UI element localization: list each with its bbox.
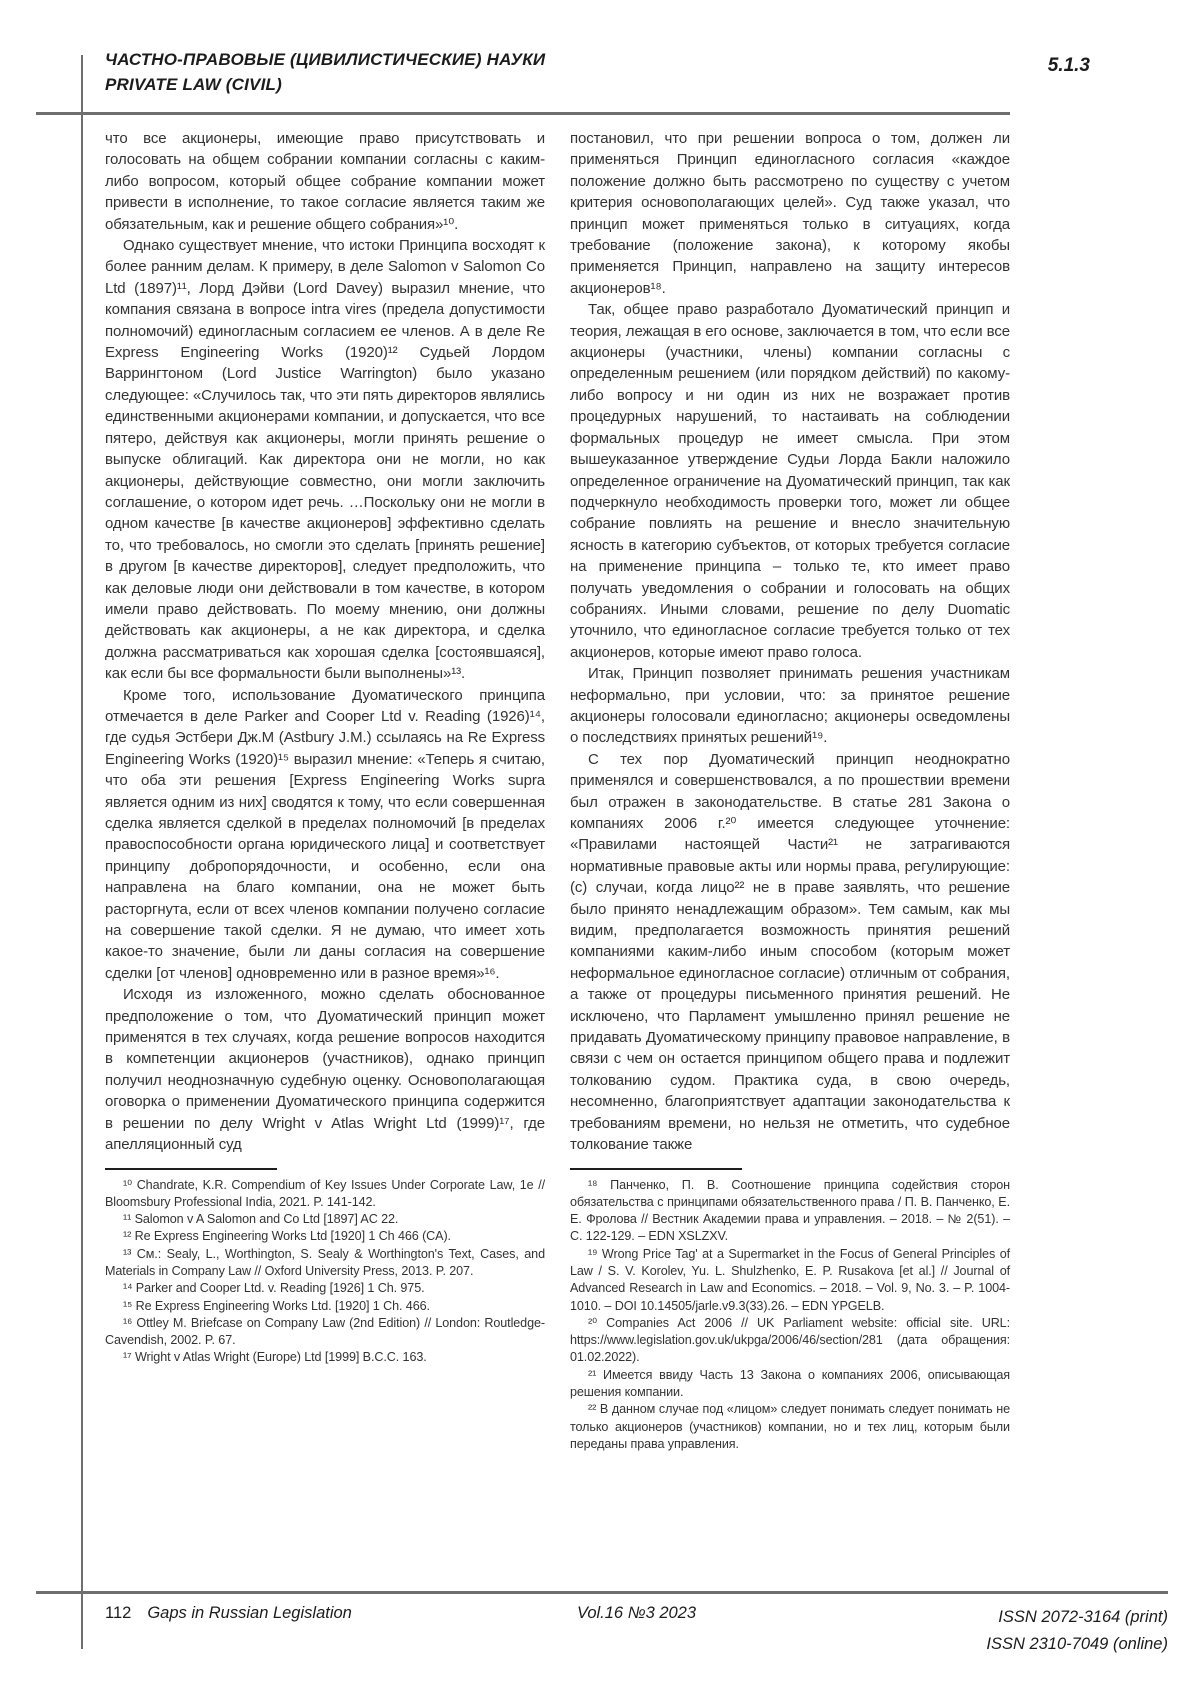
footnote: ²² В данном случае под «лицом» следует понимать следует понимать не только акционеров (участников) компании, но и тех лиц, которым были переданы права управления. (570, 1402, 1010, 1451)
page-footer (105, 1604, 1168, 1658)
footnote: ¹⁴ Parker and Cooper Ltd. v. Reading [1926] 1 Ch. 975. (123, 1281, 425, 1296)
footnote-separator (105, 1168, 277, 1170)
footnote: ¹⁶ Ottley M. Briefcase on Company Law (2nd Edition) // London: Routledge-Cavendish, 2002. P. 67. (105, 1315, 545, 1348)
page-number: 112 (105, 1604, 132, 1622)
footnote: ¹⁹ Wrong Price Tag' at a Supermarket in the Focus of General Principles of Law / S. V. Korolev, Yu. L. Shulzhenko, E. P. Rusakova [et al.] // Journal of Advanced Research in Law and Economics. – 2018. – Vol. 9, No. 3. – P. 1004-1010. – DOI 10.14505/jarle.v9.3(33).26. – EDN YPGELB. (570, 1246, 1010, 1313)
footnote: ¹³ См.: Sealy, L., Worthington, S. Sealy & Worthington's Text, Cases, and Materials in Company Law // Oxford University Press, 2013. P. 207. (105, 1246, 545, 1278)
issn-block (814, 1604, 1168, 1658)
running-head (105, 47, 805, 97)
right-footnotes (570, 1177, 1010, 1454)
footnote: ¹¹ Salomon v A Salomon and Co Ltd [1897] AC 22. (123, 1212, 399, 1227)
issue-info: Vol.16 №3 2023 (576, 1604, 697, 1622)
footer-divider (36, 1591, 1168, 1594)
section-code: 5.1.3 (1047, 55, 1090, 76)
paragraph: что все акционеры, имеющие право присутствовать и голосовать на общем собрании компании согласны с каким-либо вопросом, который общее собрание компании может привести в исполнение, то такое согласие является таким же обязательным, как и решение общего собрания»¹⁰. (105, 130, 545, 233)
footnote: ²¹ Имеется ввиду Часть 13 Закона о компаниях 2006, описывающая решения компании. (570, 1367, 1010, 1400)
footnote: ¹⁰ Chandrate, K.R. Compendium of Key Issues Under Corporate Law, 1e // Bloomsbury Professional India, 2021. P. 141-142. (105, 1177, 545, 1209)
paragraph: Итак, Принцип позволяет принимать решения участникам неформально, при условии, что: за принятое решение акционеры голосовали единогласно; акционеры осведомлены о последствиях принятых решений¹⁹. (570, 665, 1010, 747)
footnote-separator (570, 1168, 742, 1170)
header-divider (36, 112, 1010, 115)
paragraph: Исходя из изложенного, можно сделать обоснованное предположение о том, что Дуоматический принцип может применятся в тех случаях, когда решение вопросов находится в компетенции акционеров (участников), однако принцип получил неоднозначную судебную оценку. Основополагающая оговорка о применении Дуоматического принципа содержится в решении по делу Wright v Atlas Wright Ltd (1999)¹⁷, где апелляционный суд (105, 986, 545, 1154)
paragraph: постановил, что при решении вопроса о том, должен ли применяться Принцип единогласного согласия «каждое положение должно быть рассмотрено по существу с учетом критерия основополагающих целей». Суд также указал, что принцип может применяться только в ситуациях, когда требование (положение закона), к которому якобы применяется Принцип, направлено на защиту интересов акционеров¹⁸. (570, 130, 1010, 297)
section-title-en: PRIVATE LAW (CIVIL) (105, 75, 282, 94)
right-column (570, 128, 1010, 1453)
two-column-body (105, 128, 1010, 1453)
footer-left (105, 1604, 459, 1623)
paragraph: Однако существует мнение, что истоки Принципа восходят к более ранним делам. К примеру, в деле Salomon v Salomon Co Ltd (1897)¹¹, Лорд Дэйви (Lord Davey) выразил мнение, что компания связана в вопросе intra vires (предела допустимости полномочий) единогласным согласием ее членов. А в деле Re Express Engineering Works (1920)¹² Судьей Лордом Варрингтоном (Lord Justice Warrington) было указано следующее: «Случилось так, что эти пять директоров являлись единственными акционерами компании, и допускается, что все пятеро, действуя как акционеры, могли принять решение о выпуске облигаций. Как директора они не могли, но как акционеры, действующие совместно, они могли заключить соглашение, о котором идет речь. …Поскольку они не могли в одном качестве [в качестве акционеров] эффективно сделать то, что требовалось, но смогли это сделать [принять решение] в другом [в качестве директоров], следует предположить, что как деловые люди они действовали в том качестве, в котором имели право действовать. По моему мнению, они должны действовать как акционеры, а не как директора, и сделка должна рассматриваться как хорошая сделка [состоявшаяся], как если бы все формальности были выполнены»¹³. (105, 237, 545, 683)
paragraph: Кроме того, использование Дуоматического принципа отмечается в деле Parker and Cooper Ltd v. Reading (1926)¹⁴, где судья Эстбери Дж.М (Astbury J.M.) ссылаясь на Re Express Engineering Works (1920)¹⁵ выразил мнение: «Теперь я считаю, что оба эти решения [Express Engineering Works supra является одним из них] сводятся к тому, что если совершенная сделка является сделкой в пределах полномочий [в пределах правоспособности органа юридического лица] и соответствует принципу добропорядочности, и особенно, если она направлена на благо компании, она не может быть расторгнута, если от всех членов компании получено согласие на совершение такой сделки. Я не думаю, что имеет хоть какое-то значение, были ли даны согласия на совершение сделки [от членов] одновременно или в разное время»¹⁶. (105, 686, 545, 982)
footnote: ¹⁷ Wright v Atlas Wright (Europe) Ltd [1999] B.C.C. 163. (123, 1350, 427, 1365)
footnote: ¹⁸ Панченко, П. В. Соотношение принципа содействия сторон обязательства с принципами обязательственного права / П. В. Панченко, Е. Е. Фролова // Вестник Академии права и управления. – 2018. – № 2(51). – С. 122-129. – EDN XSLZXV. (570, 1177, 1010, 1244)
footnote: ¹⁵ Re Express Engineering Works Ltd. [1920] 1 Ch. 466. (123, 1298, 430, 1313)
issn-print: ISSN 2072-3164 (print) (998, 1608, 1168, 1626)
paragraph: Так, общее право разработало Дуоматический принцип и теория, лежащая в его основе, заключается в том, что если все акционеры (участники, члены) компании согласны с определенным решением (или порядком действий) по какому-либо вопросу и ни один из них не возражает против процедурных нарушений, то настаивать на соблюдении формальных процедур не имеет смысла. При этом вышеуказанное утверждение Судьи Лорда Бакли наложило определенное ограничение на Дуоматический принцип, так как подчеркнуло необходимость проверки того, может ли общее собрание повлиять на решение и внесло значительную ясность в категорию субъектов, от которых требуется согласие на применение принципа – только те, кто имеет право получать уведомления о собрании и голосовать на общих собраниях. Иными словами, решение по делу Duomatic уточнило, что единогласное согласие требуется только от тех акционеров, которые имеют право голоса. (570, 301, 1010, 661)
left-margin-rule (81, 55, 83, 1649)
left-footnotes (105, 1177, 545, 1367)
left-column (105, 128, 545, 1453)
paragraph: С тех пор Дуоматический принцип неоднократно применялся и совершенствовался, а по прошествии времени был отражен в законодательстве. В статье 281 Закона о компаниях 2006 г.²⁰ имеется следующее уточнение: «Правилами настоящей Части²¹ не затрагиваются нормативные правовые акты или нормы права, регулирующие: (c) случаи, когда лицо²² не в праве заявлять, что решение было принято ненадлежащим образом». Тем самым, как мы видим, предполагается возможность принятия решений компаниями каким-либо иным способом (которым может неформальное единогласное согласие) отличным от собрания, а также от процедуры письменного принятия решений. Не исключено, что Парламент умышленно принял решение не придавать Дуоматическому принципу правовое направление, в связи с чем он остается принципом общего права и подлежит толкованию судом. Практика суда, в свою очередь, несомненно, благоприятствует адаптации законодательства к требованиям времени, но нельзя не отметить, что судебное толкование также (570, 750, 1010, 1154)
issn-online: ISSN 2310-7049 (online) (986, 1635, 1168, 1653)
journal-title: Gaps in Russian Legislation (147, 1604, 352, 1622)
section-title-ru: ЧАСТНО-ПРАВОВЫЕ (ЦИВИЛИСТИЧЕСКИЕ) НАУКИ (105, 50, 546, 69)
footnote: ¹² Re Express Engineering Works Ltd [1920] 1 Ch 466 (CA). (123, 1229, 451, 1244)
footnote: ²⁰ Companies Act 2006 // UK Parliament website: official site. URL: https://www.legislation.gov.uk/ukpga/2006/46/section/281 (дата обращения: 01.02.2022). (570, 1315, 1010, 1365)
